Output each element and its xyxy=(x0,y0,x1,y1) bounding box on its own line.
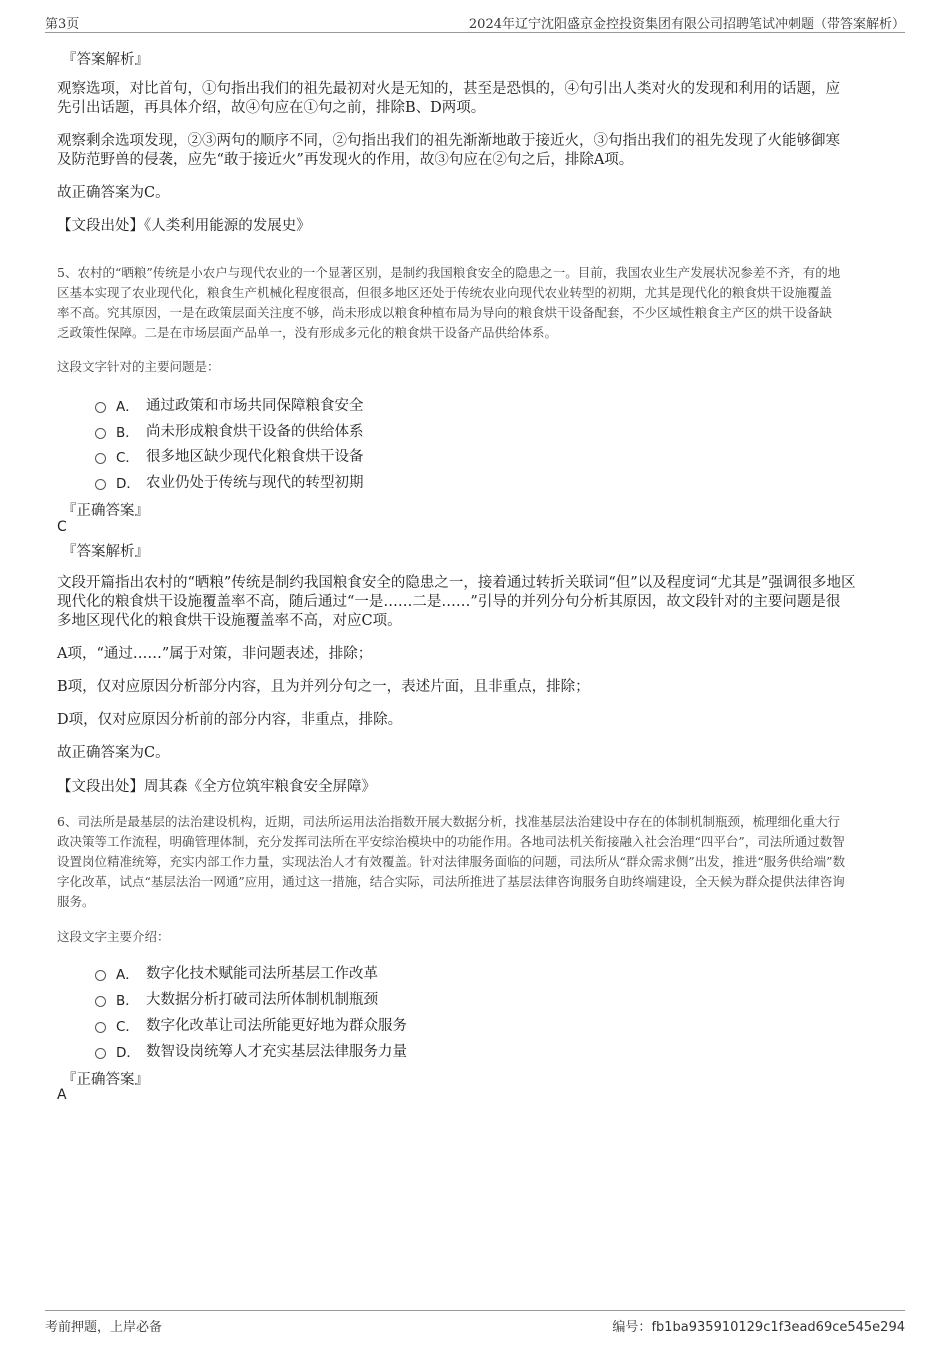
q5-note-a: A项，“通过……”属于对策，非问题表述，排除； xyxy=(57,646,373,662)
radio-icon[interactable] xyxy=(95,1048,106,1059)
text-line: 服务。 xyxy=(57,894,95,909)
q6-option-d[interactable] xyxy=(95,1040,407,1061)
text-line: 观察剩余选项发现，②③两句的顺序不同，②句指出我们的祖先渐渐地敢于接近火，③句指出我们的祖先发现了火能够御寒 xyxy=(57,133,840,149)
radio-icon[interactable] xyxy=(95,453,106,464)
q6-question: 这段文字主要介绍： xyxy=(57,929,170,944)
text-line: 5、农村的“晒粮”传统是小农户与现代农业的一个显著区别，是制约我国粮食安全的隐患之一。目前，我国农业生产发展状况参差不齐，有的地 xyxy=(57,265,841,280)
radio-icon[interactable] xyxy=(95,970,106,981)
option-letter: A． xyxy=(116,966,139,983)
option-letter: A． xyxy=(116,398,139,415)
text-line: 乏政策性保障。二是在市场层面产品单一，没有形成多元化的粮食烘干设备产品供给体系。 xyxy=(57,325,558,340)
text-line: 多地区现代化的粮食烘干设施覆盖率不高，对应C项。 xyxy=(57,613,402,629)
page-header xyxy=(45,10,905,33)
footer-slogan: 考前押题，上岸必备 xyxy=(45,1320,163,1335)
option-letter: C． xyxy=(116,1018,139,1035)
text-line: 先引出话题，再具体介绍，故④句应在①句之前，排除B、D两项。 xyxy=(57,100,486,116)
q6-option-c[interactable] xyxy=(95,1014,407,1035)
option-letter: D． xyxy=(116,475,140,492)
q5-stem xyxy=(57,263,893,343)
q4-analysis-para2 xyxy=(57,132,893,170)
text-line: 现代化的粮食烘干设施覆盖率不高，随后通过“一是……二是……”引导的并列分句分析其原因，故文段针对的主要问题是很 xyxy=(57,594,841,610)
option-text: 通过政策和市场共同保障粮食安全 xyxy=(146,398,364,414)
text-line: 区基本实现了农业现代化，粮食生产机械化程度很高，但很多地区还处于传统农业向现代农业转型的初期，尤其是现代化的粮食烘干设施覆盖 xyxy=(57,285,833,300)
option-text: 尚未形成粮食烘干设备的供给体系 xyxy=(146,424,364,440)
option-text: 农业仍处于传统与现代的转型初期 xyxy=(146,475,364,491)
q5-note-b: B项，仅对应原因分析部分内容，且为并列分句之一，表述片面，且非重点，排除； xyxy=(57,679,590,695)
text-line: 率不高。究其原因，一是在政策层面关注度不够，尚未形成以粮食种植布局为导向的粮食烘干设备配套，不少区域性粮食主产区的烘干设备缺 xyxy=(57,305,833,320)
text-line: 文段开篇指出农村的“晒粮”传统是制约我国粮食安全的隐患之一，接着通过转折关联词“但”以及程度词“尤其是”强调很多地区 xyxy=(57,575,856,591)
q4-analysis-para1 xyxy=(57,80,893,118)
q5-correct-label: 『正确答案』 xyxy=(62,503,149,519)
option-text: 很多地区缺少现代化粮食烘干设备 xyxy=(146,449,364,465)
q4-conclusion: 故正确答案为C。 xyxy=(57,185,170,201)
text-line: 设置岗位精准统筹，充实内部工作力量，实现法治人才有效覆盖。针对法律服务面临的问题，司法所从“群众需求侧”出发，推进“服务供给端”数 xyxy=(57,854,846,869)
radio-icon[interactable] xyxy=(95,428,106,439)
document-title: 2024年辽宁沈阳盛京金控投资集团有限公司招聘笔试冲刺题（带答案解析） xyxy=(468,17,905,32)
radio-icon[interactable] xyxy=(95,1022,106,1033)
q6-stem xyxy=(57,812,893,912)
option-letter: B． xyxy=(116,424,139,441)
text-line: 政决策等工作流程，明确管理体制，充分发挥司法所在平安综治模块中的功能作用。各地司法机关衔接融入社会治理“四平台”，司法所通过数智 xyxy=(57,834,845,849)
text-line: 6、司法所是最基层的法治建设机构，近期，司法所运用法治指数开展大数据分析，找准基层法治建设中存在的体制机制瓶颈，梳理细化重大行 xyxy=(57,814,840,829)
q6-answer: A xyxy=(57,1087,67,1103)
document-id-label: 编号： xyxy=(612,1320,652,1335)
q6-option-b[interactable] xyxy=(95,988,378,1009)
text-line: 及防范野兽的侵袭，应先“敢于接近火”再发现火的作用，故③句应在②句之后，排除A项。 xyxy=(57,152,634,168)
radio-icon[interactable] xyxy=(95,996,106,1007)
q5-option-a[interactable] xyxy=(95,394,364,415)
q5-answer: C xyxy=(57,519,67,535)
q5-analysis xyxy=(57,574,893,631)
q4-source: 【文段出处】《人类利用能源的发展史》 xyxy=(57,218,311,234)
document-id-value: fb1ba935910129c1f3ead69ce545e294 xyxy=(651,1320,905,1335)
q5-option-c[interactable] xyxy=(95,445,364,466)
q4-analysis-label: 『答案解析』 xyxy=(62,52,149,68)
option-letter: B． xyxy=(116,992,139,1009)
option-text: 数智设岗统筹人才充实基层法律服务力量 xyxy=(146,1044,407,1060)
text-line: 观察选项，对比首句，①句指出我们的祖先最初对火是无知的，甚至是恐惧的，④句引出人类对火的发现和利用的话题，应 xyxy=(57,81,840,97)
page-footer xyxy=(45,1310,905,1333)
page-number: 第3页 xyxy=(45,17,80,32)
q5-option-b[interactable] xyxy=(95,420,364,441)
text-line: 字化改革，试点“基层法治一网通”应用，通过这一措施，结合实际，司法所推进了基层法律咨询服务自助终端建设，全天候为群众提供法律咨询 xyxy=(57,874,845,889)
q5-note-d: D项，仅对应原因分析前的部分内容，非重点，排除。 xyxy=(57,712,403,728)
option-text: 大数据分析打破司法所体制机制瓶颈 xyxy=(146,992,378,1008)
option-text: 数字化技术赋能司法所基层工作改革 xyxy=(146,966,378,982)
radio-icon[interactable] xyxy=(95,479,106,490)
q6-correct-label: 『正确答案』 xyxy=(62,1072,149,1088)
document-id xyxy=(612,1316,905,1335)
q5-source: 【文段出处】周其森《全方位筑牢粮食安全屏障》 xyxy=(57,779,376,795)
q5-analysis-label: 『答案解析』 xyxy=(62,544,149,560)
option-letter: D． xyxy=(116,1044,140,1061)
radio-icon[interactable] xyxy=(95,402,106,413)
option-text: 数字化改革让司法所能更好地为群众服务 xyxy=(146,1018,407,1034)
q5-question: 这段文字针对的主要问题是： xyxy=(57,359,220,374)
q6-option-a[interactable] xyxy=(95,962,378,983)
q5-option-d[interactable] xyxy=(95,471,364,492)
option-letter: C． xyxy=(116,449,139,466)
q5-conclusion: 故正确答案为C。 xyxy=(57,745,170,761)
